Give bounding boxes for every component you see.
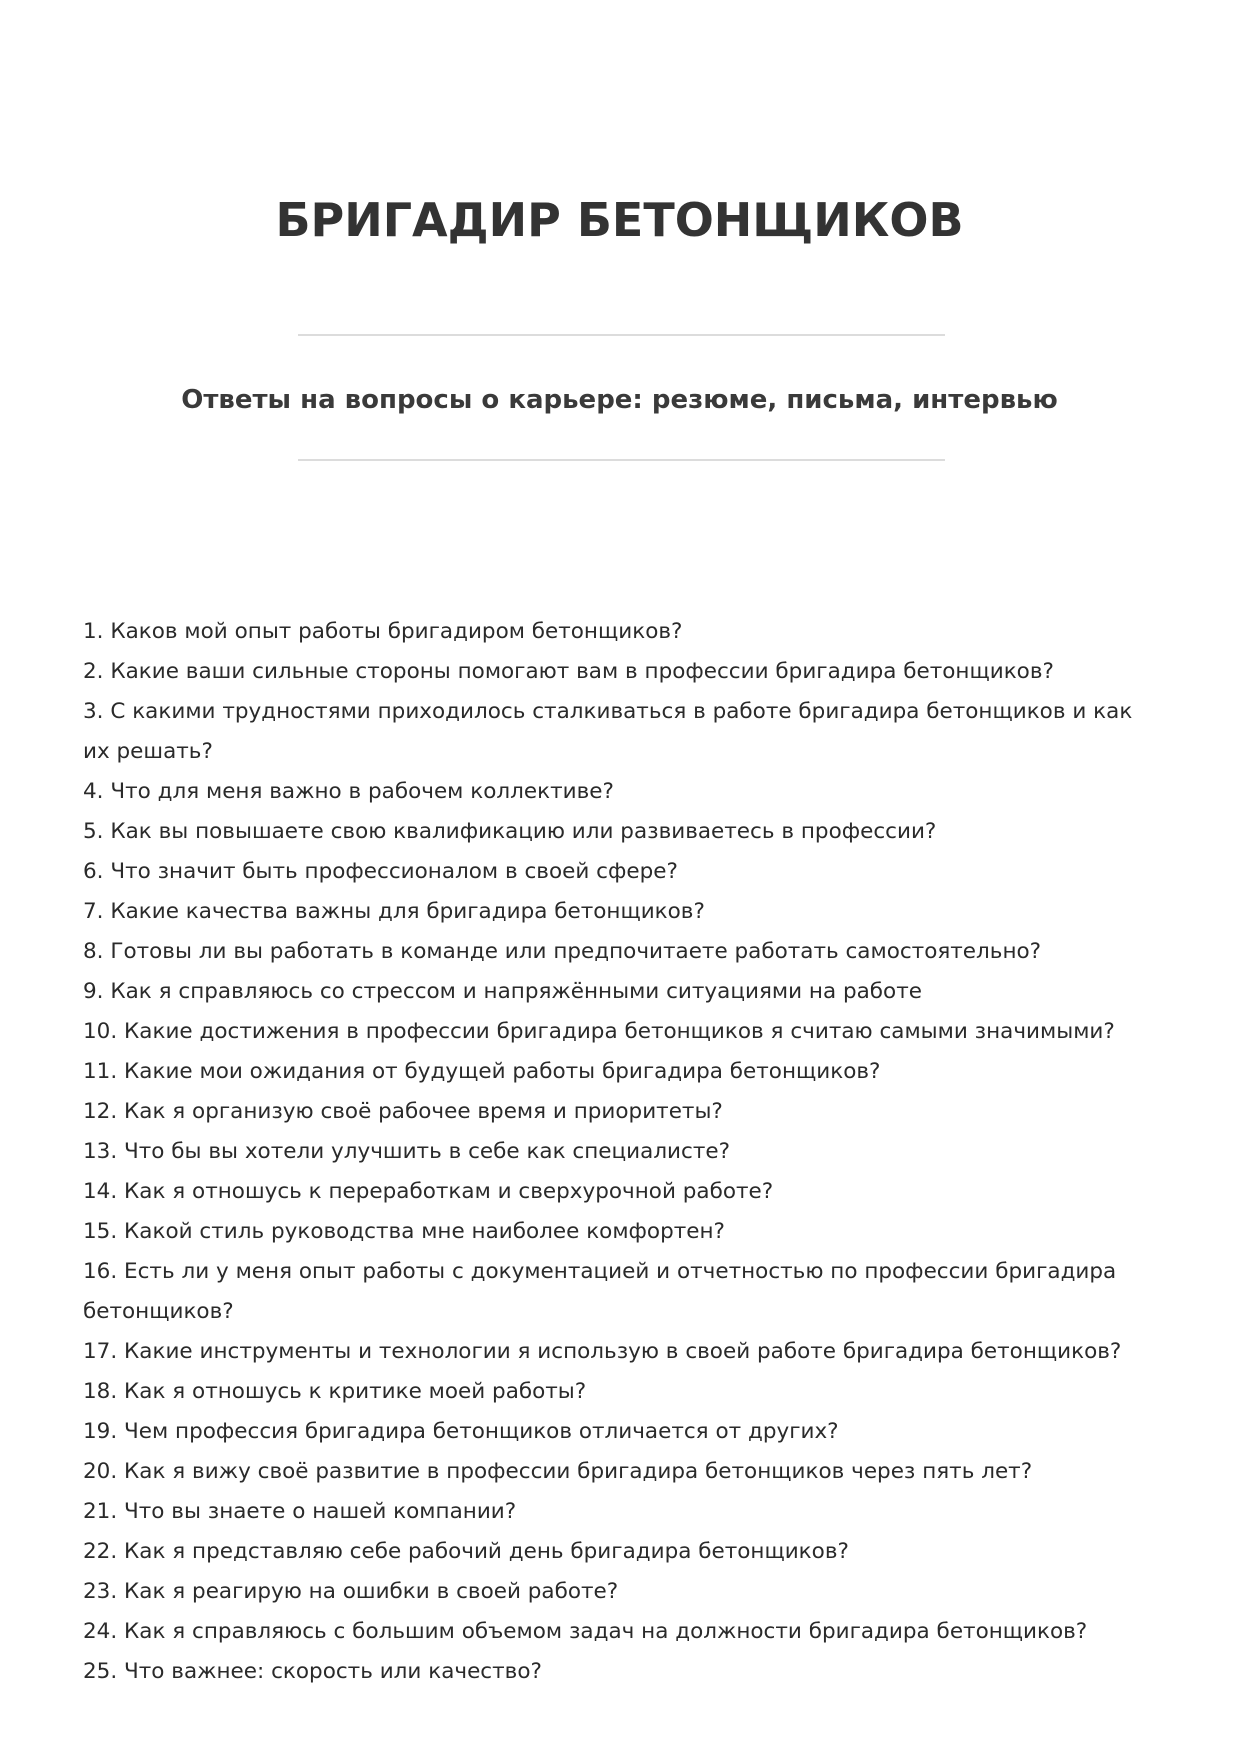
question-item: 11. Какие мои ожидания от будущей работы бригадира бетонщиков? <box>83 1059 881 1084</box>
page-title: БРИГАДИР БЕТОНЩИКОВ <box>275 193 964 247</box>
question-item: 25. Что важнее: скорость или качество? <box>83 1659 542 1684</box>
question-item: 19. Чем профессия бригадира бетонщиков отличается от других? <box>83 1419 839 1444</box>
question-item: 12. Как я организую своё рабочее время и приоритеты? <box>83 1099 723 1124</box>
question-item: 23. Как я реагирую на ошибки в своей работе? <box>83 1579 619 1604</box>
questions-list <box>83 612 1143 1692</box>
question-item: 4. Что для меня важно в рабочем коллективе? <box>83 779 614 804</box>
question-item: 5. Как вы повышаете свою квалификацию или развиваетесь в профессии? <box>83 819 937 844</box>
question-item: 20. Как я вижу своё развитие в профессии бригадира бетонщиков через пять лет? <box>83 1459 1033 1484</box>
question-item: 24. Как я справляюсь с большим объемом задач на должности бригадира бетонщиков? <box>83 1619 1088 1644</box>
question-item: 3. С какими трудностями приходилось сталкиваться в работе бригадира бетонщиков и как их решать? <box>83 699 1133 764</box>
bottom-divider <box>298 459 945 461</box>
question-item: 10. Какие достижения в профессии бригадира бетонщиков я считаю самыми значимыми? <box>83 1019 1115 1044</box>
question-item: 13. Что бы вы хотели улучшить в себе как специалисте? <box>83 1139 731 1164</box>
question-item: 8. Готовы ли вы работать в команде или предпочитаете работать самостоятельно? <box>83 939 1042 964</box>
question-item: 6. Что значит быть профессионалом в своей сфере? <box>83 859 678 884</box>
question-item: 22. Как я представляю себе рабочий день бригадира бетонщиков? <box>83 1539 849 1564</box>
page-subtitle: Ответы на вопросы о карьере: резюме, письма, интервью <box>181 385 1058 415</box>
top-divider <box>298 334 945 336</box>
question-item: 14. Как я отношусь к переработкам и сверхурочной работе? <box>83 1179 774 1204</box>
question-item: 15. Какой стиль руководства мне наиболее комфортен? <box>83 1219 725 1244</box>
question-item: 17. Какие инструменты и технологии я использую в своей работе бригадира бетонщиков? <box>83 1339 1122 1364</box>
question-item: 21. Что вы знаете о нашей компании? <box>83 1499 517 1524</box>
question-item: 18. Как я отношусь к критике моей работы? <box>83 1379 587 1404</box>
question-item: 16. Есть ли у меня опыт работы с документацией и отчетностью по профессии бригадира бетонщиков? <box>83 1259 1117 1324</box>
question-item: 7. Какие качества важны для бригадира бетонщиков? <box>83 899 705 924</box>
question-item: 1. Каков мой опыт работы бригадиром бетонщиков? <box>83 619 683 644</box>
question-item: 2. Какие ваши сильные стороны помогают вам в профессии бригадира бетонщиков? <box>83 659 1054 684</box>
question-item: 9. Как я справляюсь со стрессом и напряжёнными ситуациями на работе <box>83 979 922 1004</box>
